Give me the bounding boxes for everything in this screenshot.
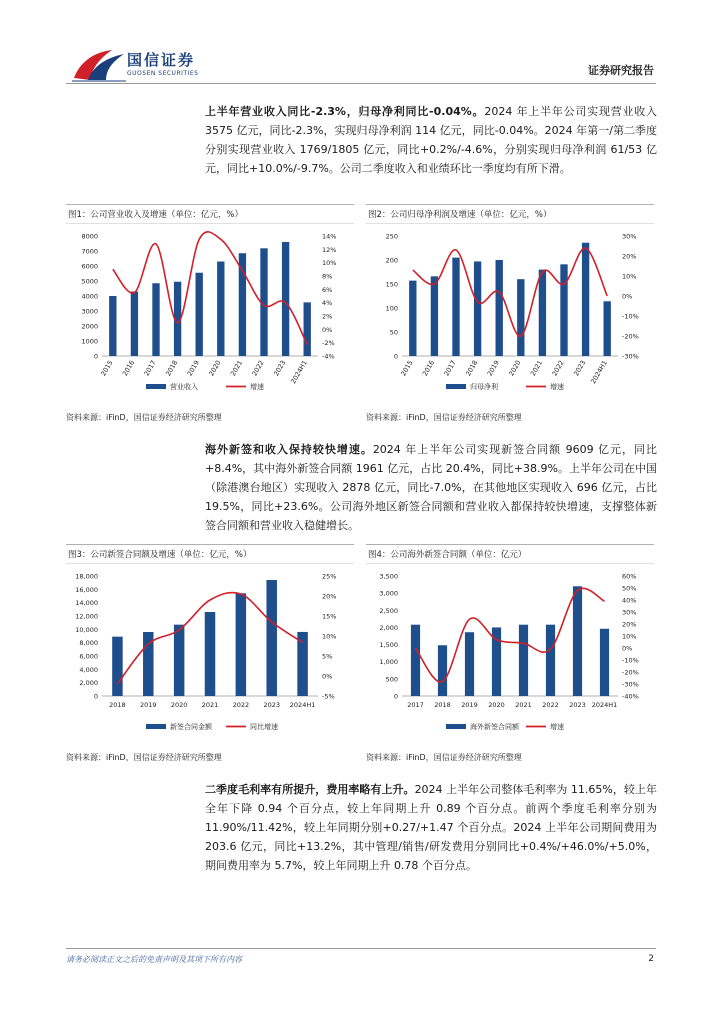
x-tick-label: 2022 xyxy=(232,701,250,709)
right-tick-label: 12% xyxy=(322,245,337,254)
left-tick-label: 0 xyxy=(93,352,98,361)
bar-2015 xyxy=(109,296,116,356)
x-tick-label: 2023 xyxy=(569,701,586,709)
bar-2024H1 xyxy=(600,629,609,696)
x-tick-label: 2023 xyxy=(272,359,288,378)
x-tick-label: 2017 xyxy=(407,701,424,709)
figure-1 xyxy=(66,204,354,406)
figure-4-title: 图4：公司海外新签合同额（单位：亿元） xyxy=(366,544,654,564)
x-tick-label: 2023 xyxy=(263,701,280,709)
left-tick-label: 1,000 xyxy=(379,658,398,667)
left-tick-label: 8,000 xyxy=(79,639,98,648)
growth-line xyxy=(113,232,307,345)
right-tick-label: 10% xyxy=(322,632,337,641)
right-tick-label: -10% xyxy=(622,312,639,321)
bar-2024H1 xyxy=(604,301,611,356)
right-tick-label: 40% xyxy=(622,596,637,605)
page-number: 2 xyxy=(648,954,654,964)
bar-2018 xyxy=(112,637,122,696)
right-tick-label: 50% xyxy=(622,584,637,593)
left-tick-label: 5000 xyxy=(81,277,98,286)
x-tick-label: 2024H1 xyxy=(591,701,618,709)
legend-line-label: 同比增速 xyxy=(250,723,278,731)
left-tick-label: 0 xyxy=(93,692,98,701)
right-tick-label: -30% xyxy=(622,680,639,689)
right-tick-label: 10% xyxy=(622,272,637,281)
left-tick-label: 6,000 xyxy=(79,652,98,661)
guosen-logo-icon xyxy=(72,48,126,82)
bar-2018 xyxy=(438,645,447,696)
right-tick-label: 30% xyxy=(622,608,637,617)
figure-4-source: 资料来源：iFinD，国信证券经济研究所整理 xyxy=(366,753,522,762)
paragraph-revenue-heading: 上半年营业收入同比-2.3%，归母净利同比-0.04%。 xyxy=(205,105,485,118)
x-tick-label: 2020 xyxy=(170,701,188,709)
x-tick-label: 2019 xyxy=(485,359,501,378)
paragraph-overseas-heading: 海外新签和收入保持较快增速。 xyxy=(205,443,373,456)
x-tick-label: 2021 xyxy=(228,359,245,378)
bar-2021 xyxy=(539,270,546,356)
figure-3-title: 图3：公司新签合同额及增速（单位：亿元，%） xyxy=(66,544,354,564)
paragraph-revenue xyxy=(205,102,657,178)
right-tick-label: -20% xyxy=(622,668,639,677)
right-tick-label: 25% xyxy=(322,572,337,581)
right-tick-label: 10% xyxy=(322,259,337,268)
figure-4 xyxy=(366,544,654,746)
x-tick-label: 2018 xyxy=(164,359,180,378)
x-tick-label: 2019 xyxy=(185,359,201,378)
x-tick-label: 2022 xyxy=(550,359,566,378)
x-tick-label: 2015 xyxy=(399,359,415,378)
bar-2019 xyxy=(496,260,503,356)
bar-2017 xyxy=(152,283,159,356)
left-tick-label: 4000 xyxy=(81,292,98,301)
right-tick-label: -5% xyxy=(322,692,335,701)
right-tick-label: -30% xyxy=(622,352,639,361)
right-tick-label: -20% xyxy=(622,332,639,341)
right-tick-label: 0% xyxy=(322,672,333,681)
left-tick-label: 8000 xyxy=(81,232,98,241)
logo-english-name: GUOSEN SECURITIES xyxy=(127,70,199,77)
bar-2019 xyxy=(196,273,203,356)
x-tick-label: 2018 xyxy=(434,701,451,709)
report-type-label: 证券研究报告 xyxy=(588,64,654,77)
x-tick-label: 2020 xyxy=(488,701,505,709)
bar-2021 xyxy=(205,612,215,696)
left-tick-label: 3,000 xyxy=(379,589,398,598)
left-tick-label: 10,000 xyxy=(75,625,98,634)
bar-2023 xyxy=(582,243,589,356)
x-tick-label: 2019 xyxy=(461,701,478,709)
x-tick-label: 2020 xyxy=(507,359,523,378)
bar-2015 xyxy=(409,281,416,356)
paragraph-margin-body: 2024 上半年公司整体毛利率为 11.65%，较上年全年下降 0.94 个百分点，较上年同期上升 0.89 个百分点。前两个季度毛利率分别为 11.90%/11.42%，较上年同期分别+0.27/+1.47 个百分点。2024 上半年公司期间费用为 203.6 亿元，同比+13.2%，其中管理/销售/研发费用分别同比+0.4%/+46.0%/+5.0%，期间费用率为 5.7%，较上年同期上升 0.78 个百分点。 xyxy=(205,783,657,872)
bar-2022 xyxy=(236,593,246,696)
x-tick-label: 2023 xyxy=(572,359,588,378)
x-tick-label: 2018 xyxy=(464,359,480,378)
left-tick-label: 250 xyxy=(385,232,398,241)
bar-2021 xyxy=(239,253,246,356)
page-header xyxy=(0,0,724,86)
right-tick-label: 20% xyxy=(622,620,637,629)
left-tick-label: 200 xyxy=(385,256,398,265)
bar-2021 xyxy=(519,625,528,696)
x-tick-label: 2021 xyxy=(528,359,545,378)
paragraph-revenue-body: 2024 年上半年公司实现营业收入 3575 亿元，同比-2.3%，实现归母净利润 114 亿元，同比-0.04%。2024 年第一/第二季度分别实现营业收入 1769/1805 亿元，同比+0.2%/-4.6%，分别实现归母净利润 61/53 亿元，同比+10.0%/-9.7%。公司二季度收入和业绩环比一季度均有所下滑。 xyxy=(205,105,657,175)
paragraph-overseas xyxy=(205,440,657,535)
bar-2017 xyxy=(411,625,420,696)
legend-line-label: 增速 xyxy=(550,383,564,391)
right-tick-label: -10% xyxy=(622,656,639,665)
bar-2020 xyxy=(517,279,524,356)
figure-4-chart xyxy=(366,564,654,742)
right-tick-label: 8% xyxy=(322,272,333,281)
left-tick-label: 4,000 xyxy=(79,665,98,674)
figure-3-source: 资料来源：iFinD，国信证券经济研究所整理 xyxy=(66,753,222,762)
right-tick-label: 14% xyxy=(322,232,337,241)
right-tick-label: 4% xyxy=(322,299,333,308)
x-tick-label: 2022 xyxy=(250,359,266,378)
bar-2018 xyxy=(474,261,481,356)
x-tick-label: 2018 xyxy=(109,701,126,709)
figure-1-chart xyxy=(66,224,354,402)
x-tick-label: 2022 xyxy=(542,701,559,709)
x-tick-label: 2024H1 xyxy=(289,701,316,709)
left-tick-label: 0 xyxy=(393,352,398,361)
x-tick-label: 2017 xyxy=(142,359,158,378)
bar-2022 xyxy=(560,264,567,356)
left-tick-label: 16,000 xyxy=(75,585,98,594)
left-tick-label: 2,500 xyxy=(379,606,398,615)
legend-bar-label: 海外新签合同额 xyxy=(470,723,519,731)
bar-2017 xyxy=(452,258,459,356)
figure-3-chart xyxy=(66,564,354,742)
right-tick-label: 6% xyxy=(322,285,333,294)
left-tick-label: 3,500 xyxy=(379,572,398,581)
x-tick-label: 2021 xyxy=(515,701,532,709)
right-tick-label: -2% xyxy=(322,339,335,348)
figure-3 xyxy=(66,544,354,746)
left-tick-label: 100 xyxy=(385,304,398,313)
right-tick-label: 10% xyxy=(622,632,637,641)
figure-2-source: 资料来源：iFinD，国信证券经济研究所整理 xyxy=(366,413,522,422)
bar-2023 xyxy=(573,586,582,696)
legend-bar-label: 新签合同金额 xyxy=(170,723,212,731)
right-tick-label: 60% xyxy=(622,572,637,581)
right-tick-label: 30% xyxy=(622,232,637,241)
legend-bar-swatch xyxy=(146,724,166,729)
left-tick-label: 150 xyxy=(385,280,398,289)
logo-chinese-name: 国信证券 xyxy=(127,51,196,69)
figure-1-title: 图1：公司营业收入及增速（单位：亿元，%） xyxy=(66,204,354,224)
paragraph-overseas-body: 2024 年上半年公司实现新签合同额 9609 亿元，同比+8.4%，其中海外新签合同额 1961 亿元，占比 20.4%，同比+38.9%。上半年公司在中国（除港澳台地区）实现收入 2878 亿元，同比-7.0%，在其他地区实现收入 696 亿元，占比 19.5%，同比+23.6%。公司海外地区新签合同额和营业收入都保持较快增速，支撑整体新签合同额和营业收入稳健增长。 xyxy=(205,443,658,532)
left-tick-label: 7000 xyxy=(81,247,98,256)
left-tick-label: 3000 xyxy=(81,307,98,316)
bar-2020 xyxy=(217,262,224,357)
left-tick-label: 0 xyxy=(393,692,398,701)
paragraph-margin-heading: 二季度毛利率有所提升，费用率略有上升。 xyxy=(205,783,415,796)
x-tick-label: 2017 xyxy=(442,359,458,378)
x-tick-label: 2016 xyxy=(120,359,137,378)
paragraph-margin xyxy=(205,780,657,875)
left-tick-label: 18,000 xyxy=(75,572,98,581)
left-tick-label: 6000 xyxy=(81,262,98,271)
disclaimer-note: 请务必阅读正文之后的免责声明及其项下所有内容 xyxy=(66,955,242,964)
figure-1-source: 资料来源：iFinD，国信证券经济研究所整理 xyxy=(66,413,222,422)
footer-divider xyxy=(66,948,656,949)
figure-2 xyxy=(366,204,654,406)
bar-2023 xyxy=(266,580,276,696)
left-tick-label: 2,000 xyxy=(379,623,398,632)
x-tick-label: 2016 xyxy=(420,359,437,378)
legend-line-label: 增速 xyxy=(550,723,564,731)
x-tick-label: 2015 xyxy=(99,359,115,378)
x-tick-label: 2024H1 xyxy=(289,359,309,386)
right-tick-label: 2% xyxy=(322,312,333,321)
right-tick-label: 0% xyxy=(622,644,633,653)
right-tick-label: 15% xyxy=(322,612,337,621)
left-tick-label: 2000 xyxy=(81,322,98,331)
legend-bar-swatch xyxy=(146,384,166,389)
right-tick-label: 20% xyxy=(322,592,337,601)
right-tick-label: -40% xyxy=(622,692,639,701)
left-tick-label: 1,500 xyxy=(379,641,398,650)
bar-2020 xyxy=(174,625,184,696)
x-tick-label: 2019 xyxy=(140,701,157,709)
bar-2016 xyxy=(131,292,138,357)
figure-2-chart xyxy=(366,224,654,402)
legend-line-label: 增速 xyxy=(250,383,264,391)
left-tick-label: 50 xyxy=(389,328,398,337)
x-tick-label: 2021 xyxy=(201,701,219,709)
legend-bar-swatch xyxy=(446,724,466,729)
x-tick-label: 2024H1 xyxy=(589,359,609,386)
bar-2016 xyxy=(431,276,438,356)
left-tick-label: 14,000 xyxy=(75,599,98,608)
legend-bar-label: 归母净利 xyxy=(470,383,498,391)
right-tick-label: -4% xyxy=(322,352,335,361)
right-tick-label: 0% xyxy=(322,325,333,334)
bar-2022 xyxy=(546,625,555,696)
legend-bar-label: 营业收入 xyxy=(170,383,198,391)
right-tick-label: 0% xyxy=(622,292,633,301)
right-tick-label: 5% xyxy=(322,652,333,661)
bar-2023 xyxy=(282,242,289,356)
growth-line xyxy=(413,248,607,336)
figure-2-title: 图2：公司归母净利润及增速（单位：亿元，%） xyxy=(366,204,654,224)
legend-bar-swatch xyxy=(446,384,466,389)
header-divider xyxy=(66,83,656,84)
x-tick-label: 2020 xyxy=(207,359,223,378)
left-tick-label: 2,000 xyxy=(79,679,98,688)
left-tick-label: 12,000 xyxy=(75,612,98,621)
bar-2024H1 xyxy=(304,302,311,356)
right-tick-label: 20% xyxy=(622,252,637,261)
left-tick-label: 1000 xyxy=(81,337,98,346)
left-tick-label: 500 xyxy=(385,675,398,684)
bar-2019 xyxy=(465,632,474,696)
